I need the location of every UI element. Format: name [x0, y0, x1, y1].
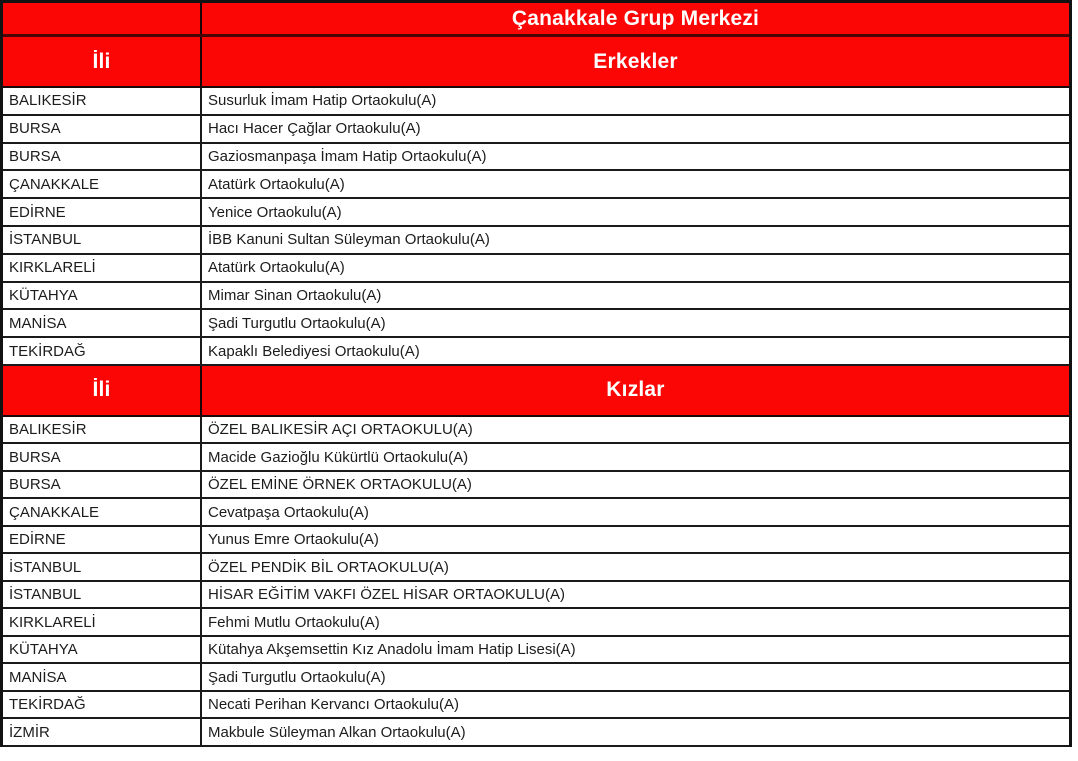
section-header-kizlar	[3, 366, 1069, 417]
il-value: BALIKESİR	[9, 421, 87, 439]
okul-cell	[202, 527, 1069, 553]
table-row	[3, 338, 1069, 366]
okul-value: Şadi Turgutlu Ortaokulu(A)	[208, 314, 386, 332]
il-cell	[3, 116, 202, 142]
okul-cell	[202, 582, 1069, 608]
il-value: ÇANAKKALE	[9, 503, 100, 521]
il-cell	[3, 692, 202, 718]
okul-cell	[202, 255, 1069, 281]
table-row	[3, 609, 1069, 637]
il-value: KIRKLARELİ	[9, 613, 96, 631]
il-value: BURSA	[9, 147, 61, 165]
il-value: İZMİR	[9, 723, 50, 741]
okul-cell	[202, 664, 1069, 690]
table-row	[3, 692, 1069, 720]
table-row	[3, 527, 1069, 555]
il-value: KÜTAHYA	[9, 286, 78, 304]
okul-cell	[202, 88, 1069, 114]
table-row	[3, 499, 1069, 527]
table-row	[3, 116, 1069, 144]
il-value: EDİRNE	[9, 531, 66, 549]
okul-value: Hacı Hacer Çağlar Ortaokulu(A)	[208, 120, 421, 138]
table-row	[3, 472, 1069, 500]
il-cell	[3, 554, 202, 580]
okul-value: Cevatpaşa Ortaokulu(A)	[208, 503, 369, 521]
il-cell	[3, 472, 202, 498]
il-cell	[3, 637, 202, 663]
okul-value: Atatürk Ortaokulu(A)	[208, 259, 345, 277]
okul-cell	[202, 719, 1069, 745]
section-label-cell	[202, 366, 1069, 415]
il-cell	[3, 255, 202, 281]
il-cell	[3, 338, 202, 364]
okul-cell	[202, 227, 1069, 253]
table-row	[3, 582, 1069, 610]
okul-value: ÖZEL BALIKESİR AÇI ORTAOKULU(A)	[208, 421, 473, 439]
il-cell	[3, 417, 202, 443]
section-label-cell	[202, 37, 1069, 86]
il-value: MANİSA	[9, 314, 67, 332]
il-value: KIRKLARELİ	[9, 259, 96, 277]
table-row	[3, 199, 1069, 227]
il-header-label: İli	[92, 49, 111, 73]
il-cell	[3, 664, 202, 690]
okul-cell	[202, 171, 1069, 197]
okul-value: Necati Perihan Kervancı Ortaokulu(A)	[208, 696, 459, 714]
table-row	[3, 310, 1069, 338]
okul-value: İBB Kanuni Sultan Süleyman Ortaokulu(A)	[208, 231, 490, 249]
okul-value: Fehmi Mutlu Ortaokulu(A)	[208, 613, 380, 631]
il-cell	[3, 444, 202, 470]
table-row	[3, 554, 1069, 582]
il-value: KÜTAHYA	[9, 641, 78, 659]
il-value: EDİRNE	[9, 203, 66, 221]
okul-cell	[202, 692, 1069, 718]
table-row	[3, 227, 1069, 255]
okul-value: Kütahya Akşemsettin Kız Anadolu İmam Hatip Lisesi(A)	[208, 641, 576, 659]
il-header-label: İli	[92, 378, 111, 402]
il-cell	[3, 199, 202, 225]
okul-cell	[202, 554, 1069, 580]
okul-cell	[202, 417, 1069, 443]
table-row	[3, 144, 1069, 172]
il-cell	[3, 171, 202, 197]
il-value: ÇANAKKALE	[9, 175, 100, 193]
okul-value: Mimar Sinan Ortaokulu(A)	[208, 286, 382, 304]
title-empty-cell	[3, 3, 202, 34]
page-title: Çanakkale Grup Merkezi	[511, 6, 760, 30]
table-row	[3, 171, 1069, 199]
okul-value: Kapaklı Belediyesi Ortaokulu(A)	[208, 342, 420, 360]
okul-cell	[202, 499, 1069, 525]
okul-value: Makbule Süleyman Alkan Ortaokulu(A)	[208, 723, 466, 741]
il-cell	[3, 227, 202, 253]
okul-value: Gaziosmanpaşa İmam Hatip Ortaokulu(A)	[208, 147, 487, 165]
il-header-cell	[3, 366, 202, 415]
okul-value: ÖZEL PENDİK BİL ORTAOKULU(A)	[208, 558, 449, 576]
okul-value: ÖZEL EMİNE ÖRNEK ORTAOKULU(A)	[208, 476, 472, 494]
il-cell	[3, 719, 202, 745]
table-row	[3, 719, 1069, 747]
il-value: İSTANBUL	[9, 586, 82, 604]
il-value: İSTANBUL	[9, 558, 82, 576]
okul-cell	[202, 472, 1069, 498]
okul-value: Atatürk Ortaokulu(A)	[208, 175, 345, 193]
okul-cell	[202, 144, 1069, 170]
okul-cell	[202, 444, 1069, 470]
il-cell	[3, 609, 202, 635]
il-value: TEKİRDAĞ	[9, 342, 86, 360]
okul-value: Şadi Turgutlu Ortaokulu(A)	[208, 668, 386, 686]
table-row	[3, 255, 1069, 283]
il-value: BURSA	[9, 120, 61, 138]
title-cell	[202, 3, 1069, 34]
il-cell	[3, 88, 202, 114]
section-header-erkekler	[3, 37, 1069, 88]
okul-cell	[202, 609, 1069, 635]
okul-value: Susurluk İmam Hatip Ortaokulu(A)	[208, 92, 437, 110]
il-value: BALIKESİR	[9, 92, 87, 110]
okul-value: Yenice Ortaokulu(A)	[208, 203, 342, 221]
okul-value: Macide Gazioğlu Kükürtlü Ortaokulu(A)	[208, 448, 469, 466]
okul-cell	[202, 310, 1069, 336]
il-value: İSTANBUL	[9, 231, 82, 249]
il-value: MANİSA	[9, 668, 67, 686]
il-cell	[3, 527, 202, 553]
il-cell	[3, 582, 202, 608]
okul-cell	[202, 116, 1069, 142]
il-cell	[3, 499, 202, 525]
section-label-erkekler: Erkekler	[593, 49, 678, 73]
il-value: BURSA	[9, 448, 61, 466]
il-cell	[3, 310, 202, 336]
title-row	[3, 3, 1069, 37]
il-cell	[3, 144, 202, 170]
table-row	[3, 88, 1069, 116]
okul-cell	[202, 338, 1069, 364]
okul-cell	[202, 637, 1069, 663]
il-value: TEKİRDAĞ	[9, 696, 86, 714]
table-row	[3, 664, 1069, 692]
il-header-cell	[3, 37, 202, 86]
il-cell	[3, 283, 202, 309]
table-row	[3, 283, 1069, 311]
okul-value: Yunus Emre Ortaokulu(A)	[208, 531, 379, 549]
okul-cell	[202, 283, 1069, 309]
table-row	[3, 417, 1069, 445]
okul-cell	[202, 199, 1069, 225]
okul-value: HİSAR EĞİTİM VAKFI ÖZEL HİSAR ORTAOKULU(A)	[208, 586, 565, 604]
il-value: BURSA	[9, 476, 61, 494]
table-row	[3, 637, 1069, 665]
table-row	[3, 444, 1069, 472]
section-label-kizlar: Kızlar	[606, 378, 665, 402]
